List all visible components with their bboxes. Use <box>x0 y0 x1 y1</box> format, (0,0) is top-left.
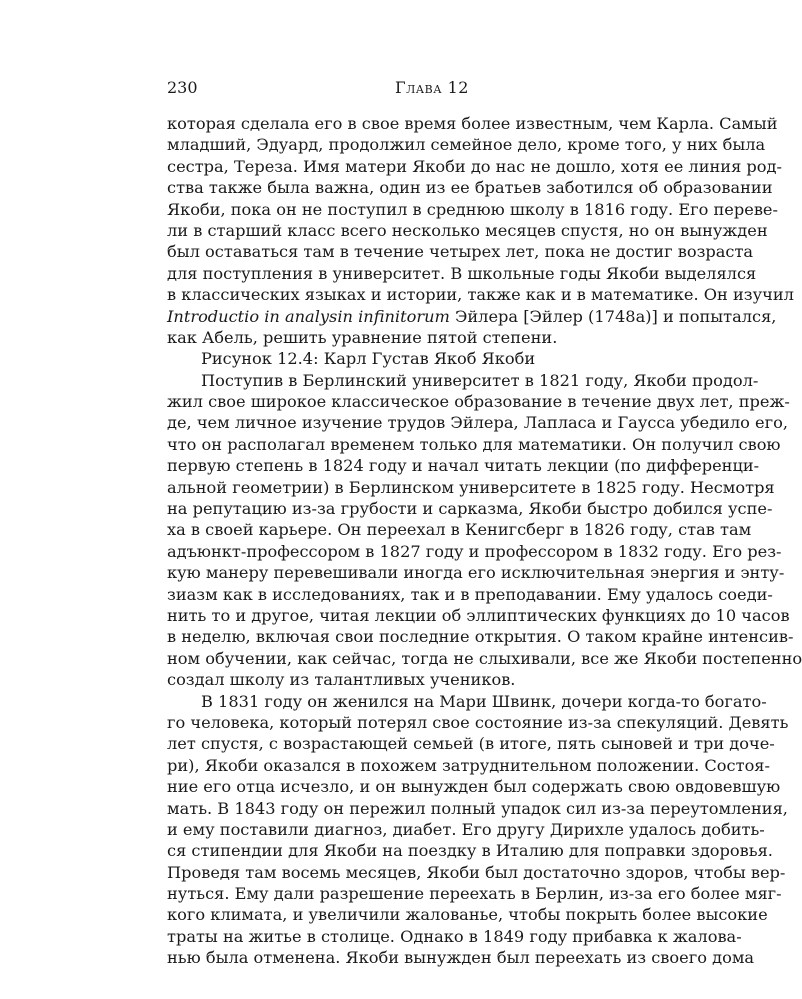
text-line: сестра, Тереза. Имя матери Якоби до нас не дошло, хотя ее линия род- <box>167 156 782 176</box>
book-title-italic: Introductio in analysin infinitorum <box>167 306 450 326</box>
text-line: зиазм как в исследованиях, так и в преподавании. Ему удалось соеди- <box>167 584 773 604</box>
paragraph-first-line: Поступив в Берлинский университет в 1821 году, Якоби продол- <box>201 370 759 390</box>
text-line: на репутацию из-за грубости и сарказма, Якоби быстро добился успе- <box>167 499 773 519</box>
text-line: был оставаться там в течение четырех лет, пока не достиг возраста <box>167 242 754 262</box>
text-line: ха в своей карьере. Он переехал в Кенигсберг в 1826 году, став там <box>167 520 752 540</box>
text-line: в неделю, включая свои последние открытия. О таком крайне интенсив- <box>167 627 794 647</box>
text-line: первую степень в 1824 году и начал читать лекции (по дифференци- <box>167 456 760 476</box>
text-line: нуться. Ему дали разрешение переехать в Берлин, из-за его более мяг- <box>167 884 782 904</box>
text-line: жил свое широкое классическое образование в течение двух лет, преж- <box>167 392 790 412</box>
text-line: го человека, который потерял свое состояние из-за спекуляций. Девять <box>167 712 789 732</box>
text-line: создал школу из талантливых учеников. <box>167 670 516 690</box>
text-line: ние его отца исчезло, и он вынужден был содержать свою овдовевшую <box>167 777 781 797</box>
text-line: и ему поставили диагноз, диабет. Его другу Дирихле удалось добить- <box>167 819 765 839</box>
text-line: что он располагал временем только для математики. Он получил свою <box>167 434 781 454</box>
page-number: 230 <box>167 78 198 97</box>
text-line: ли в старший класс всего несколько месяцев спустя, но он вынужден <box>167 220 768 240</box>
paragraph-first-line: В 1831 году он женился на Мари Швинк, дочери когда-то богато- <box>201 691 767 711</box>
text-line: в классических языках и истории, также как и в математике. Он изучил <box>167 285 794 305</box>
page-body <box>167 113 802 969</box>
text-line: Якоби, пока он не поступил в среднюю школу в 1816 году. Его переве- <box>167 199 778 219</box>
figure-caption: Рисунок 12.4: Карл Густав Якоб Якоби <box>201 349 536 369</box>
text-line: которая сделала его в свое время более известным, чем Карла. Самый <box>167 114 778 133</box>
text-line: альной геометрии) в Берлинском университете в 1825 году. Несмотря <box>167 477 775 497</box>
text-line <box>167 306 777 327</box>
text-line: адъюнкт-профессором в 1827 году и профессором в 1832 году. Его рез- <box>167 541 782 561</box>
text-line: ном обучении, как сейчас, тогда не слыхивали, все же Якоби постепенно <box>167 648 802 668</box>
text-line: ри), Якоби оказался в похожем затруднительном положении. Состоя- <box>167 755 770 775</box>
text-line: мать. В 1843 году он пережил полный упадок сил из-за переутомления, <box>167 798 788 818</box>
text-line: для поступления в университет. В школьные годы Якоби выделялся <box>167 263 757 283</box>
text-line: де, чем личное изучение трудов Эйлера, Лапласа и Гаусса убедило его, <box>167 413 789 433</box>
text-line-rest: Эйлера [Эйлер (1748а)] и попытался, <box>449 306 777 326</box>
text-line: нить то и другое, читая лекции об эллиптических функциях до 10 часов <box>167 605 790 625</box>
chapter-title: Глава 12 <box>395 78 469 97</box>
text-line: ся стипендии для Якоби на поездку в Италию для поправки здоровья. <box>167 841 773 861</box>
text-line: нью была отменена. Якоби вынужден был переехать из своего дома <box>167 948 755 968</box>
running-header <box>167 78 697 100</box>
text-line: кую манеру перевешивали иногда его исключительная энергия и энту- <box>167 563 785 583</box>
text-line: Проведя там восемь месяцев, Якоби был достаточно здоров, чтобы вер- <box>167 862 786 882</box>
text-line: лет спустя, с возрастающей семьей (в итоге, пять сыновей и три доче- <box>167 734 775 754</box>
text-line: младший, Эдуард, продолжил семейное дело, кроме того, у них была <box>167 135 766 155</box>
text-line: кого климата, и увеличили жалованье, чтобы покрыть более высокие <box>167 905 768 925</box>
text-line: как Абель, решить уравнение пятой степени. <box>167 327 558 347</box>
text-line: ства также была важна, один из ее братьев заботился об образовании <box>167 178 773 198</box>
text-line: траты на житье в столице. Однако в 1849 году прибавка к жалова- <box>167 926 742 946</box>
